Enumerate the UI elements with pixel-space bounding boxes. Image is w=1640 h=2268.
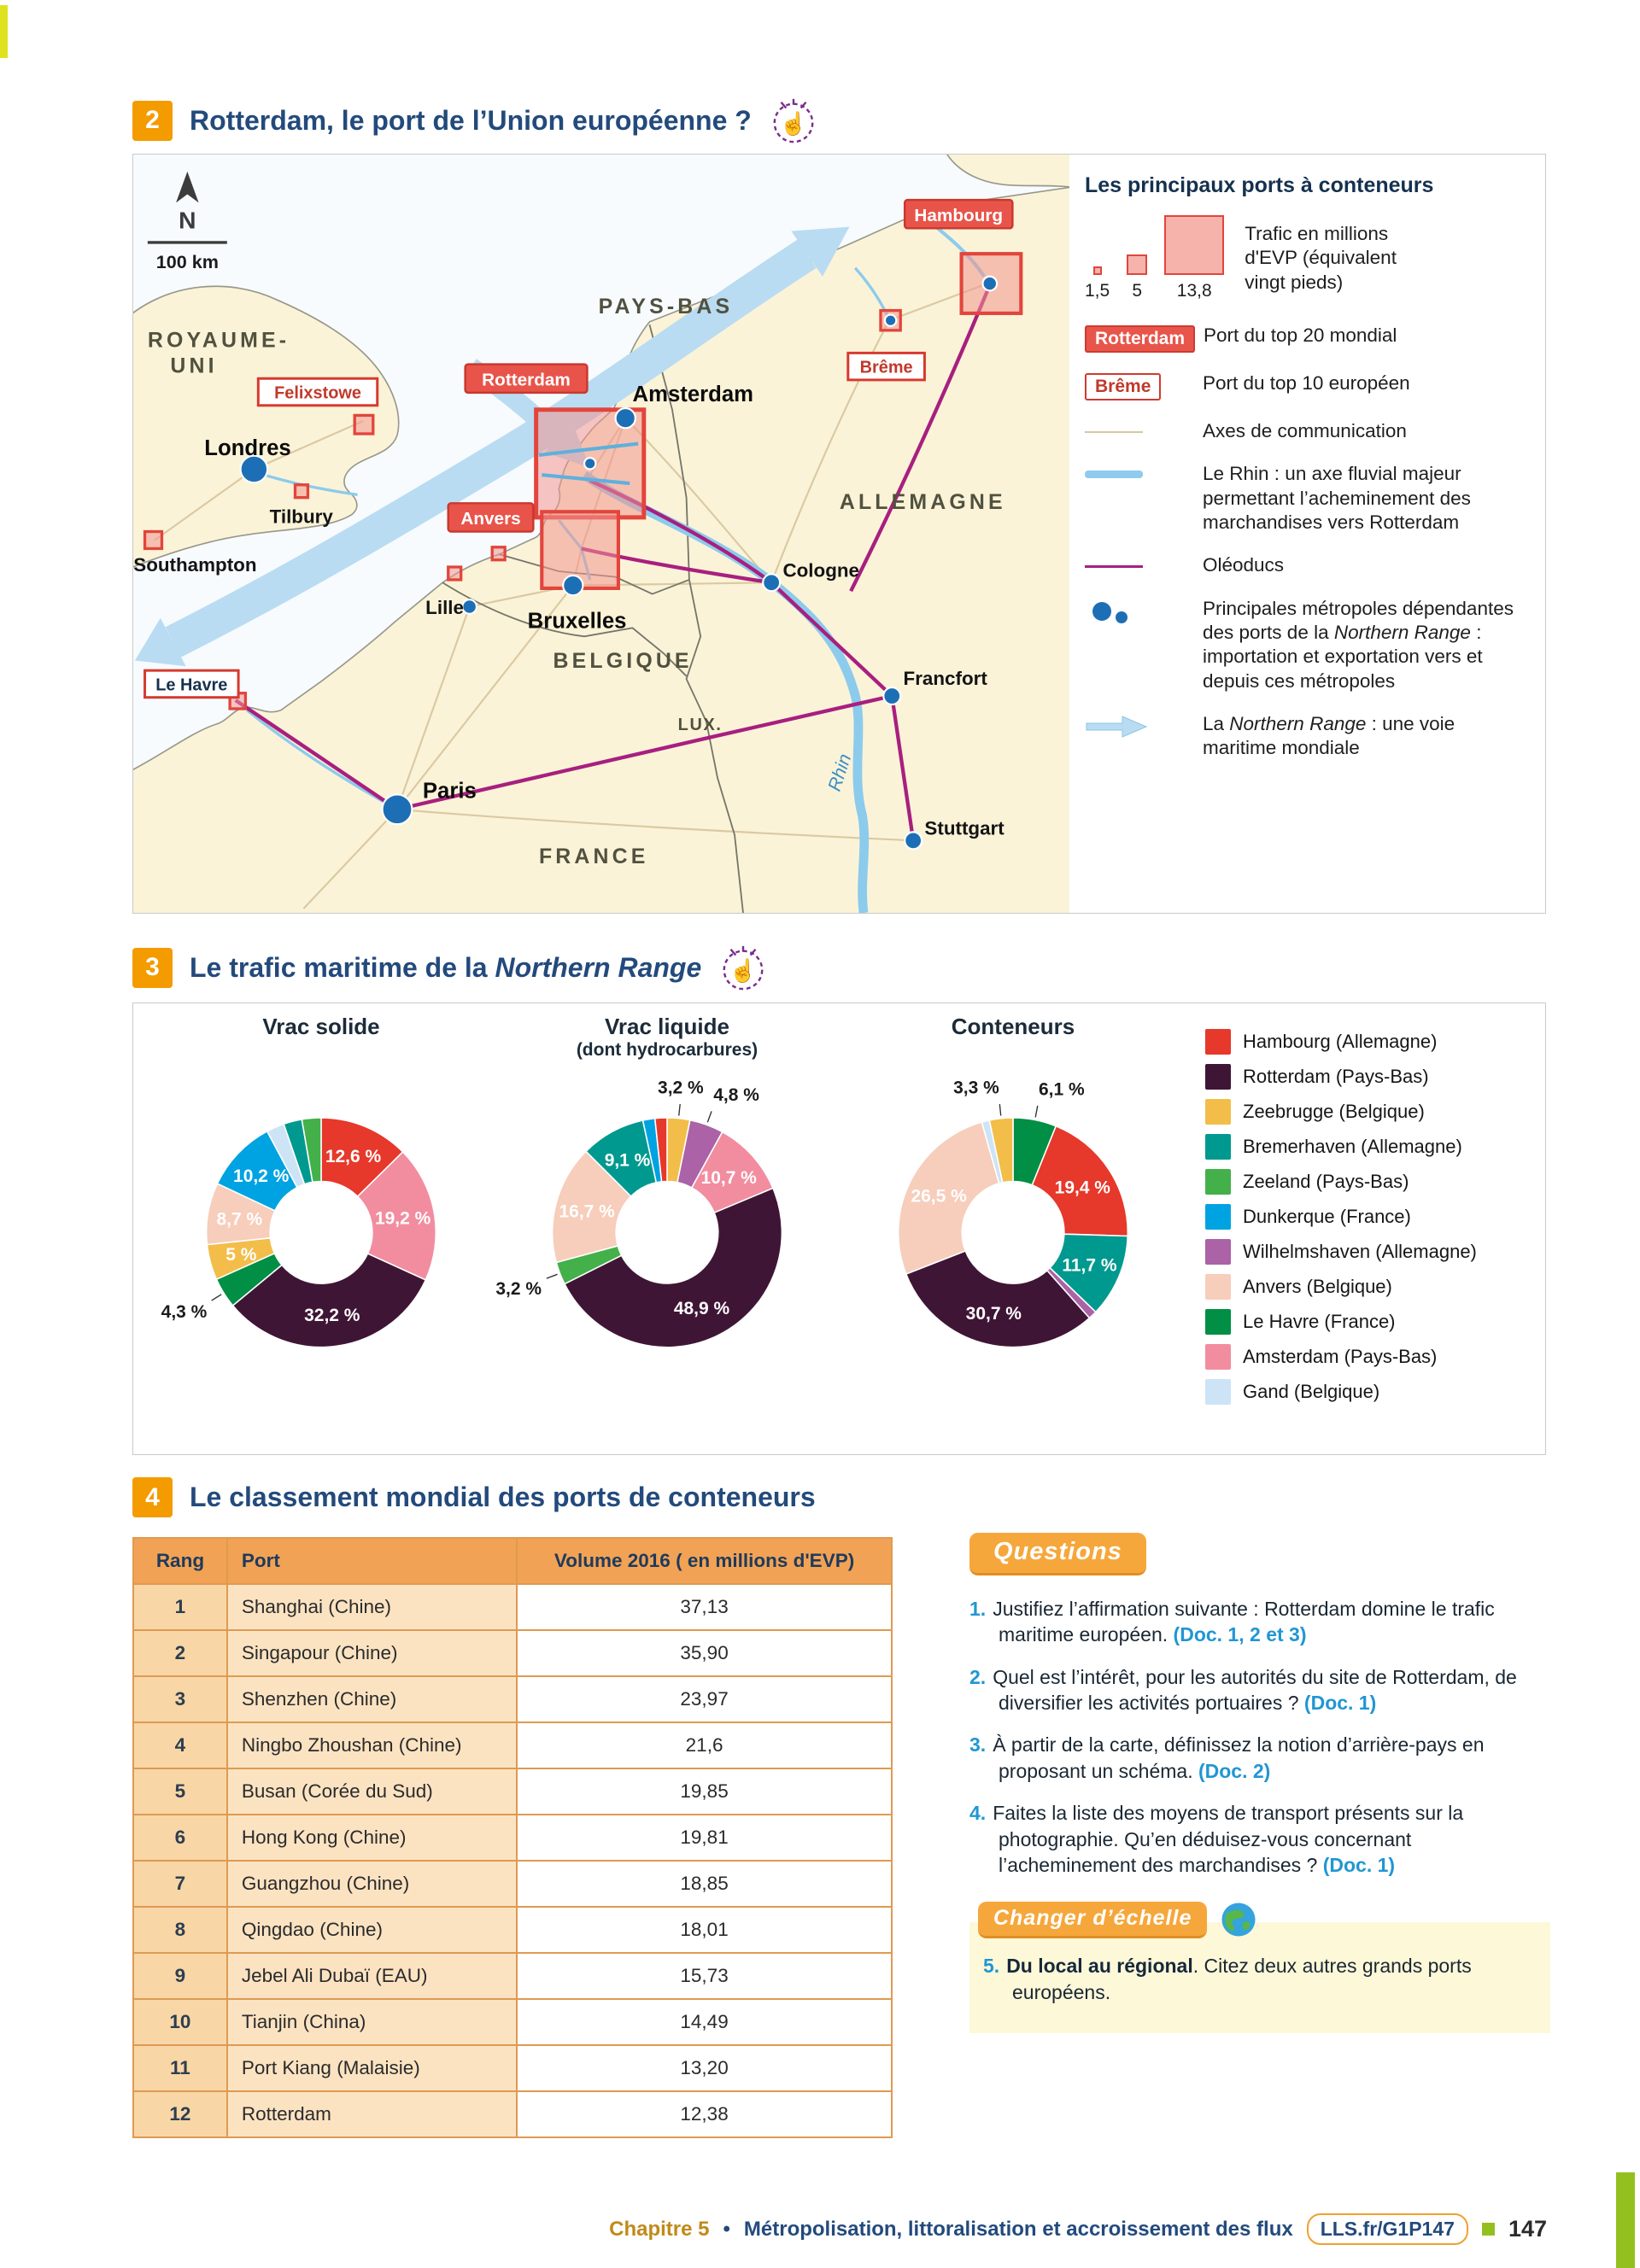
legend-color-swatch bbox=[1205, 1064, 1231, 1090]
table-row bbox=[133, 1722, 892, 1768]
legend-label: Zeebrugge (Belgique) bbox=[1243, 1101, 1425, 1122]
legend-item bbox=[1205, 1309, 1538, 1335]
donut-label-line bbox=[707, 1111, 712, 1122]
legend-axes-row: Axes de communication bbox=[1085, 419, 1532, 443]
svg-text:Anvers: Anvers bbox=[460, 509, 521, 529]
donut-label: 19,2 % bbox=[374, 1208, 431, 1229]
north-label: N bbox=[179, 206, 196, 234]
felixstowe-label bbox=[258, 378, 377, 406]
chart-subtitle: (dont hydrocarbures) bbox=[576, 1040, 758, 1060]
legend-item bbox=[1205, 1099, 1538, 1125]
breme-label bbox=[848, 353, 925, 380]
legend-oleoducs-row: Oléoducs bbox=[1085, 553, 1532, 577]
cell-port: Busan (Corée du Sud) bbox=[227, 1768, 517, 1815]
legend-rhin-row: Le Rhin : un axe fluvial majeur permettant l’acheminement des marchandises vers Rotterdam bbox=[1085, 462, 1532, 535]
rotterdam-dot bbox=[584, 458, 595, 469]
axes-line-icon bbox=[1085, 431, 1143, 433]
page-corner-accent bbox=[0, 5, 8, 58]
cell-port: Shenzhen (Chine) bbox=[227, 1676, 517, 1722]
svg-text:Le Havre: Le Havre bbox=[155, 675, 228, 695]
legend-color-swatch bbox=[1205, 1274, 1231, 1300]
svg-text:Tilbury: Tilbury bbox=[269, 506, 333, 528]
donut-label-line bbox=[999, 1104, 1000, 1116]
donut-label: 19,4 % bbox=[1054, 1178, 1110, 1198]
chart-vrac-solide bbox=[142, 1014, 501, 1390]
legend-label: Rotterdam (Pays-Bas) bbox=[1243, 1066, 1429, 1087]
donut-label: 4,8 % bbox=[713, 1085, 759, 1106]
cell-volume: 13,20 bbox=[517, 2045, 892, 2091]
legend-item bbox=[1205, 1029, 1538, 1055]
cell-volume: 37,13 bbox=[517, 1584, 892, 1630]
stuttgart-dot bbox=[905, 832, 922, 849]
chapter-label: Chapitre 5 bbox=[609, 2217, 710, 2241]
chart-conteneurs bbox=[834, 1014, 1192, 1390]
cell-rank: 2 bbox=[133, 1630, 227, 1676]
cell-volume: 21,6 bbox=[517, 1722, 892, 1768]
donut-label: 8,7 % bbox=[216, 1209, 263, 1230]
table-row bbox=[133, 1676, 892, 1722]
donut-chart bbox=[834, 1064, 1192, 1390]
svg-text:☝: ☝ bbox=[729, 957, 758, 984]
cell-port: Hong Kong (Chine) bbox=[227, 1815, 517, 1861]
question-number: 5. bbox=[983, 1955, 1000, 1978]
amsterdam-dot bbox=[616, 408, 636, 428]
change-scale-header: Changer d’échelle bbox=[978, 1902, 1207, 1938]
donut-label: 11,7 % bbox=[1062, 1255, 1117, 1276]
chart-vrac-liquide bbox=[488, 1014, 846, 1390]
donut-label-line bbox=[212, 1295, 222, 1301]
cell-rank: 9 bbox=[133, 1953, 227, 1999]
ports-color-legend bbox=[1205, 1029, 1538, 1414]
cell-rank: 1 bbox=[133, 1584, 227, 1630]
svg-text:Cologne: Cologne bbox=[782, 559, 860, 582]
globe-icon bbox=[1219, 1900, 1258, 1939]
size-step-small: 1,5 bbox=[1085, 266, 1110, 301]
legend-item bbox=[1205, 1169, 1538, 1195]
paris-dot bbox=[383, 794, 413, 824]
doc-reference: (Doc. 1, 2 et 3) bbox=[1173, 1623, 1307, 1646]
col-header-volume: Volume 2016 ( en millions d'EVP) bbox=[517, 1538, 892, 1584]
svg-text:UNI: UNI bbox=[170, 354, 218, 378]
legend-metropoles-row: Principales métropoles dépendantes des ports de la Northern Range : importation et exportation vers et depuis ces métropoles bbox=[1085, 597, 1532, 693]
cell-volume: 18,85 bbox=[517, 1861, 892, 1907]
svg-text:Southampton: Southampton bbox=[133, 553, 257, 576]
svg-text:Brême: Brême bbox=[859, 358, 913, 377]
lille-dot bbox=[462, 599, 477, 614]
donut-label: 9,1 % bbox=[604, 1150, 651, 1171]
page-edge-bar bbox=[1616, 2172, 1635, 2268]
svg-text:Amsterdam: Amsterdam bbox=[632, 382, 754, 406]
table-row bbox=[133, 1861, 892, 1907]
questions-header: Questions bbox=[969, 1533, 1146, 1575]
size-square-small bbox=[1093, 266, 1102, 275]
table-row bbox=[133, 1584, 892, 1630]
donut-label: 5 % bbox=[226, 1244, 257, 1265]
cell-port: Guangzhou (Chine) bbox=[227, 1861, 517, 1907]
questions-list bbox=[969, 1596, 1550, 1878]
lls-link[interactable]: LLS.fr/G1P147 bbox=[1307, 2213, 1468, 2245]
doc-reference: (Doc. 1) bbox=[1303, 1692, 1377, 1715]
felixstowe-port-marker bbox=[354, 415, 373, 434]
section-number: 3 bbox=[132, 948, 173, 988]
table-row bbox=[133, 2091, 892, 2137]
cell-volume: 14,49 bbox=[517, 1999, 892, 2045]
chart-title: Vrac liquide bbox=[605, 1014, 729, 1039]
legend-label: Hambourg (Allemagne) bbox=[1243, 1031, 1438, 1052]
rhine-line-icon bbox=[1085, 471, 1143, 478]
svg-text:PAYS-BAS: PAYS-BAS bbox=[598, 294, 734, 319]
donut-chart bbox=[488, 1064, 846, 1390]
cell-port: Singapour (Chine) bbox=[227, 1630, 517, 1676]
click-hand-icon[interactable] bbox=[769, 96, 818, 145]
svg-text:Lille: Lille bbox=[425, 596, 464, 618]
question-item bbox=[969, 1732, 1550, 1784]
legend-label: Amsterdam (Pays-Bas) bbox=[1243, 1346, 1438, 1367]
anvers-label bbox=[448, 503, 534, 531]
legend-color-swatch bbox=[1205, 1029, 1231, 1055]
cell-volume: 12,38 bbox=[517, 2091, 892, 2137]
anvers-port-area bbox=[542, 511, 618, 588]
donut-label: 6,1 % bbox=[1039, 1079, 1085, 1100]
cell-port: Shanghai (Chine) bbox=[227, 1584, 517, 1630]
donut-label: 26,5 % bbox=[911, 1186, 967, 1207]
legend-color-swatch bbox=[1205, 1344, 1231, 1370]
cell-volume: 19,81 bbox=[517, 1815, 892, 1861]
size-square-medium bbox=[1127, 254, 1147, 275]
doc-reference: (Doc. 1) bbox=[1322, 1853, 1396, 1876]
legend-label: Anvers (Belgique) bbox=[1243, 1276, 1392, 1297]
change-scale-header-row bbox=[978, 1900, 1258, 1939]
question-text: Quel est l’intérêt, pour les autorités du site de Rotterdam, de diversifier les activités portuaires ? bbox=[993, 1665, 1517, 1715]
chart-title: Vrac solide bbox=[262, 1014, 380, 1039]
question-text: Justifiez l’affirmation suivante : Rotterdam domine le trafic maritime européen. bbox=[993, 1598, 1495, 1646]
le-havre-label bbox=[145, 670, 239, 698]
svg-text:☝: ☝ bbox=[779, 110, 808, 137]
legend-color-swatch bbox=[1205, 1239, 1231, 1265]
cell-port: Tianjin (China) bbox=[227, 1999, 517, 2045]
cell-volume: 18,01 bbox=[517, 1907, 892, 1953]
table-row bbox=[133, 1953, 892, 1999]
donut-label-line bbox=[547, 1274, 558, 1278]
cell-rank: 6 bbox=[133, 1815, 227, 1861]
map-legend-title: Les principaux ports à conteneurs bbox=[1085, 173, 1434, 197]
page-number: 147 bbox=[1508, 2216, 1547, 2242]
legend-color-swatch bbox=[1205, 1379, 1231, 1405]
size-step-large: 13,8 bbox=[1164, 215, 1224, 301]
cell-rank: 4 bbox=[133, 1722, 227, 1768]
donut-label: 30,7 % bbox=[965, 1303, 1022, 1324]
cell-volume: 19,85 bbox=[517, 1768, 892, 1815]
section-title: Le classement mondial des ports de conteneurs bbox=[190, 1482, 816, 1512]
section-number: 2 bbox=[132, 101, 173, 141]
legend-label: Le Havre (France) bbox=[1243, 1311, 1396, 1332]
legend-label: Wilhelmshaven (Allemagne) bbox=[1243, 1241, 1477, 1262]
section-2-header bbox=[132, 96, 818, 145]
table-header-row bbox=[133, 1538, 892, 1584]
legend-range-row: La Northern Range : une voie maritime mondiale bbox=[1085, 712, 1532, 761]
pipeline-line-icon bbox=[1085, 565, 1143, 568]
table-row bbox=[133, 2045, 892, 2091]
question-number: 4. bbox=[969, 1802, 987, 1825]
col-header-port: Port bbox=[227, 1538, 517, 1584]
cell-port: Jebel Ali Dubaï (EAU) bbox=[227, 1953, 517, 1999]
map-legend bbox=[1069, 155, 1547, 913]
question-text: Faites la liste des moyens de transport présents sur la photographie. Qu’en déduisez-vous concernant l’acheminement des marchandises ? bbox=[993, 1802, 1464, 1876]
chart-subtitle bbox=[142, 1040, 501, 1064]
tilbury-port-marker bbox=[295, 485, 308, 498]
donut-label: 3,2 % bbox=[658, 1078, 704, 1098]
hambourg-dot bbox=[982, 277, 997, 291]
svg-text:LUX.: LUX. bbox=[677, 715, 723, 734]
legend-item bbox=[1205, 1064, 1538, 1090]
legend-color-swatch bbox=[1205, 1134, 1231, 1160]
svg-text:Londres: Londres bbox=[204, 435, 291, 460]
legend-label: Gand (Belgique) bbox=[1243, 1381, 1380, 1402]
legend-item bbox=[1205, 1274, 1538, 1300]
question-text: . Citez deux autres grands ports européens. bbox=[1012, 1955, 1472, 2003]
legend-color-swatch bbox=[1205, 1169, 1231, 1195]
section-title: Le trafic maritime de la Northern Range bbox=[190, 951, 702, 983]
size-step-medium: 5 bbox=[1127, 254, 1147, 301]
cell-volume: 35,90 bbox=[517, 1630, 892, 1676]
legend-item bbox=[1205, 1344, 1538, 1370]
question-item bbox=[969, 1596, 1550, 1648]
doc-reference: (Doc. 2) bbox=[1198, 1759, 1271, 1782]
zeebrugge-port-marker bbox=[492, 547, 505, 560]
size-square-large bbox=[1164, 215, 1224, 275]
svg-text:BELGIQUE: BELGIQUE bbox=[553, 648, 693, 673]
section-3-header bbox=[132, 943, 768, 992]
chart-subtitle bbox=[834, 1040, 1192, 1064]
dunkerque-port-marker bbox=[448, 567, 461, 580]
chapter-title: Métropolisation, littoralisation et accroissement des flux bbox=[743, 2217, 1293, 2241]
table-row bbox=[133, 1999, 892, 2045]
cell-rank: 10 bbox=[133, 1999, 227, 2045]
donut-label-line bbox=[1035, 1106, 1038, 1117]
question-bold-lead: Du local au régional bbox=[1006, 1955, 1193, 1978]
page-footer bbox=[132, 2213, 1547, 2245]
table-row bbox=[133, 1630, 892, 1676]
legend-color-swatch bbox=[1205, 1309, 1231, 1335]
rhine-label: Rhin bbox=[823, 751, 856, 794]
donut-label: 32,2 % bbox=[304, 1305, 360, 1325]
doc2-map-figure bbox=[132, 154, 1546, 914]
cell-port: Rotterdam bbox=[227, 2091, 517, 2137]
table-row bbox=[133, 1768, 892, 1815]
legend-color-swatch bbox=[1205, 1204, 1231, 1230]
donut-label: 10,7 % bbox=[700, 1167, 757, 1188]
chart-title: Conteneurs bbox=[951, 1014, 1075, 1039]
footer-separator: • bbox=[723, 2217, 730, 2241]
click-hand-icon[interactable] bbox=[718, 943, 768, 992]
cologne-dot bbox=[763, 574, 780, 591]
legend-item bbox=[1205, 1379, 1538, 1405]
section-4-header bbox=[132, 1477, 816, 1517]
size-scale-caption: Trafic en millions d'EVP (équivalent vingt pieds) bbox=[1245, 222, 1397, 293]
donut-chart bbox=[142, 1064, 501, 1390]
legend-item bbox=[1205, 1239, 1538, 1265]
port-size-scale bbox=[1085, 215, 1532, 301]
cell-port: Qingdao (Chine) bbox=[227, 1907, 517, 1953]
table-row bbox=[133, 1815, 892, 1861]
svg-text:Hambourg: Hambourg bbox=[914, 206, 1004, 226]
legend-item bbox=[1205, 1204, 1538, 1230]
metropole-dots-icon bbox=[1085, 597, 1194, 629]
svg-text:Stuttgart: Stuttgart bbox=[924, 817, 1004, 839]
donut-label: 10,2 % bbox=[233, 1166, 290, 1186]
top10-chip: Brême bbox=[1085, 373, 1161, 400]
cell-port: Port Kiang (Malaisie) bbox=[227, 2045, 517, 2091]
svg-text:Bruxelles: Bruxelles bbox=[527, 609, 627, 634]
donut-label: 3,2 % bbox=[495, 1279, 542, 1300]
legend-label: Bremerhaven (Allemagne) bbox=[1243, 1136, 1462, 1157]
cell-rank: 11 bbox=[133, 2045, 227, 2091]
donut-label: 3,3 % bbox=[953, 1078, 999, 1098]
legend-item bbox=[1205, 1134, 1538, 1160]
svg-text:Felixstowe: Felixstowe bbox=[274, 383, 361, 403]
cell-rank: 5 bbox=[133, 1768, 227, 1815]
cell-port: Ningbo Zhoushan (Chine) bbox=[227, 1722, 517, 1768]
donut-label: 4,3 % bbox=[161, 1302, 208, 1323]
cell-volume: 15,73 bbox=[517, 1953, 892, 1999]
question-number: 3. bbox=[969, 1733, 987, 1757]
legend-top20-row: Rotterdam Port du top 20 mondial bbox=[1085, 324, 1532, 353]
change-scale-block bbox=[969, 1905, 1550, 2033]
scale-label: 100 km bbox=[155, 250, 219, 272]
cell-rank: 8 bbox=[133, 1907, 227, 1953]
section-number: 4 bbox=[132, 1477, 173, 1517]
donut-label: 16,7 % bbox=[559, 1201, 615, 1222]
svg-text:ROYAUME-: ROYAUME- bbox=[147, 328, 290, 353]
bruxelles-dot bbox=[563, 576, 583, 595]
legend-label: Dunkerque (France) bbox=[1243, 1206, 1411, 1227]
francfort-dot bbox=[883, 687, 900, 704]
questions-panel bbox=[969, 1533, 1550, 2033]
question-text: À partir de la carte, définissez la notion d’arrière-pays en proposant un schéma. bbox=[993, 1733, 1485, 1782]
cell-volume: 23,97 bbox=[517, 1676, 892, 1722]
table-row bbox=[133, 1907, 892, 1953]
southampton-port-marker bbox=[145, 532, 162, 549]
question-number: 1. bbox=[969, 1598, 987, 1620]
breme-dot bbox=[885, 315, 896, 326]
section-title: Rotterdam, le port de l’Union européenne ? bbox=[190, 104, 752, 136]
ports-ranking-table bbox=[132, 1537, 893, 2138]
legend-label: Zeeland (Pays-Bas) bbox=[1243, 1171, 1409, 1192]
question-item bbox=[969, 1800, 1550, 1878]
legend-top10-row: Brême Port du top 10 européen bbox=[1085, 371, 1532, 400]
hambourg-label bbox=[905, 200, 1012, 228]
question-item-5 bbox=[983, 1953, 1537, 2005]
donut-label: 48,9 % bbox=[673, 1298, 730, 1318]
top20-chip: Rotterdam bbox=[1085, 325, 1195, 353]
legend-color-swatch bbox=[1205, 1099, 1231, 1125]
donut-label-line bbox=[679, 1104, 680, 1116]
svg-text:Paris: Paris bbox=[422, 779, 477, 804]
question-item bbox=[969, 1664, 1550, 1716]
footer-green-square bbox=[1482, 2223, 1495, 2236]
svg-text:FRANCE: FRANCE bbox=[538, 844, 649, 868]
svg-text:Francfort: Francfort bbox=[903, 667, 987, 689]
range-arrow-icon bbox=[1085, 712, 1194, 739]
col-header-rank: Rang bbox=[133, 1538, 227, 1584]
europe-ports-map bbox=[133, 155, 1069, 913]
svg-text:ALLEMAGNE: ALLEMAGNE bbox=[839, 489, 1006, 514]
rotterdam-label bbox=[466, 365, 588, 393]
question-number: 2. bbox=[969, 1665, 987, 1688]
doc3-charts-figure bbox=[132, 1002, 1546, 1455]
donut-label: 12,6 % bbox=[325, 1147, 382, 1167]
cell-rank: 12 bbox=[133, 2091, 227, 2137]
cell-rank: 7 bbox=[133, 1861, 227, 1907]
cell-rank: 3 bbox=[133, 1676, 227, 1722]
svg-text:Rotterdam: Rotterdam bbox=[482, 370, 571, 390]
